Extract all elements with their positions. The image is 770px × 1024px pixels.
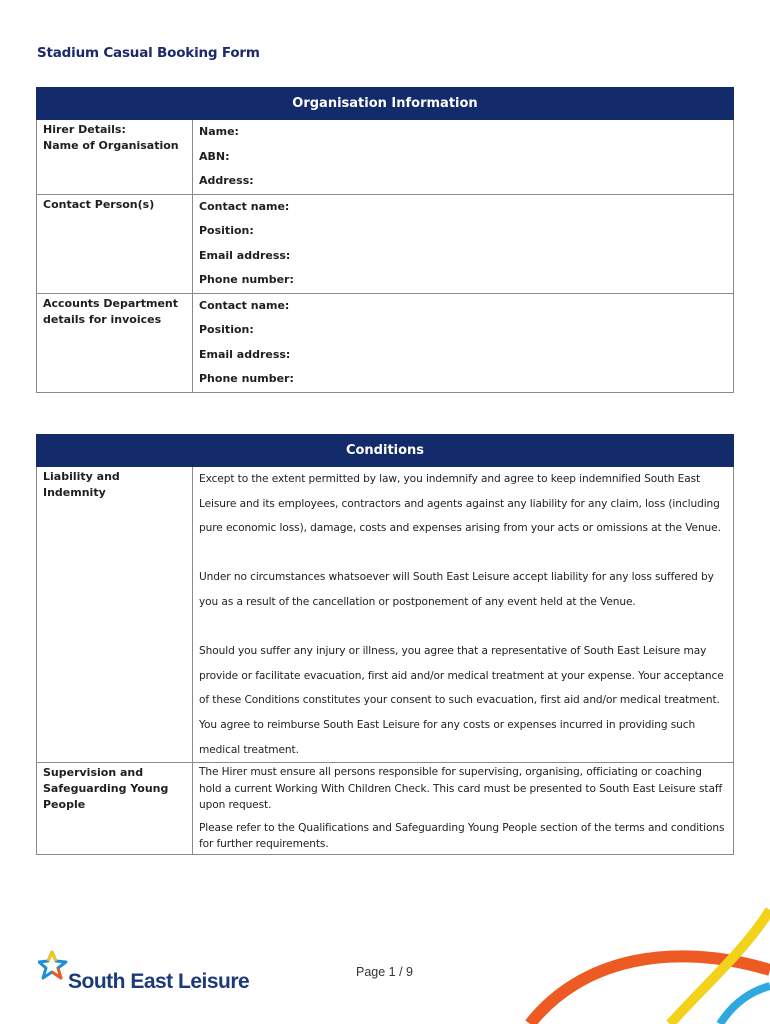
hirer-abn-field[interactable]: ABN: — [199, 149, 230, 163]
hirer-name-field[interactable]: Name: — [199, 125, 239, 138]
supervision-paragraph: Please refer to the Qualifications and Safeguarding Young People section of the terms and conditions for further requirements. — [199, 821, 725, 851]
form-title: Stadium Casual Booking Form — [37, 45, 260, 61]
page-number: Page 1 / 9 — [356, 965, 413, 979]
contact-phone-field[interactable]: Phone number: — [199, 273, 294, 286]
accounts-position-field[interactable]: Position: — [199, 323, 254, 336]
decorative-swoosh-icon — [520, 900, 770, 1024]
accounts-contact-field[interactable]: Contact name: — [199, 298, 290, 312]
liability-text-cell — [193, 467, 734, 763]
accounts-fields-cell[interactable] — [193, 293, 734, 392]
conditions-table — [36, 434, 734, 855]
supervision-paragraph: The Hirer must ensure all persons responsible for supervising, organising, officiating or coaching hold a current Working With Children Check. This card must be presented to South East Leisure staff upon request. — [199, 766, 723, 812]
accounts-label-line1: Accounts Department — [43, 296, 178, 310]
contact-name-field[interactable]: Contact name: — [199, 199, 290, 213]
liability-label-cell — [37, 467, 193, 763]
conditions-heading: Conditions — [37, 435, 734, 467]
south-east-leisure-logo — [38, 950, 250, 993]
hirer-label-cell — [37, 120, 193, 195]
star-logo-icon — [38, 950, 70, 984]
supervision-label-cell — [37, 763, 193, 855]
contact-label-cell — [37, 194, 193, 293]
organisation-heading: Organisation Information — [37, 88, 734, 120]
supervision-label-line3: People — [43, 798, 86, 812]
liability-paragraph: Should you suffer any injury or illness, you agree that a representative of South East Leisure may provide or facilitate evacuation, first aid and/or medical treatment at your expense. Your acceptance of these Conditions constitutes your consent to such evacuation, first aid and/or medical treatment. You agree to reimburse South East Leisure for any costs or expenses incurred in providing such medical treatment. — [199, 645, 724, 756]
hirer-address-field[interactable]: Address: — [199, 174, 254, 187]
hirer-label-line2: Name of Organisation — [43, 139, 179, 152]
hirer-fields-cell[interactable] — [193, 120, 734, 195]
supervision-label-line2: Safeguarding Young — [43, 782, 169, 796]
accounts-email-field[interactable]: Email address: — [199, 347, 291, 361]
liability-label: Liability and Indemnity — [43, 470, 120, 499]
organisation-table — [36, 87, 734, 393]
contact-label: Contact Person(s) — [43, 197, 155, 211]
supervision-text-cell — [193, 763, 734, 855]
liability-paragraph: Except to the extent permitted by law, you indemnify and agree to keep indemnified South East Leisure and its employees, contractors and agents against any liability for any claim, loss (including pure economic loss), damage, costs and expenses arising from your acts or omissions at the Venue. — [199, 473, 721, 535]
contact-email-field[interactable]: Email address: — [199, 248, 291, 262]
logo-text: South East Leisure — [68, 970, 250, 993]
liability-paragraph: Under no circumstances whatsoever will South East Leisure accept liability for any loss suffered by you as a result of the cancellation or postponement of any event held at the Venue. — [199, 571, 714, 608]
accounts-label-line2: details for invoices — [43, 312, 162, 326]
contact-position-field[interactable]: Position: — [199, 224, 254, 237]
supervision-label-line1: Supervision and — [43, 766, 144, 780]
hirer-label-line1: Hirer Details: — [43, 123, 126, 136]
accounts-label-cell — [37, 293, 193, 392]
contact-fields-cell[interactable] — [193, 194, 734, 293]
accounts-phone-field[interactable]: Phone number: — [199, 372, 294, 385]
